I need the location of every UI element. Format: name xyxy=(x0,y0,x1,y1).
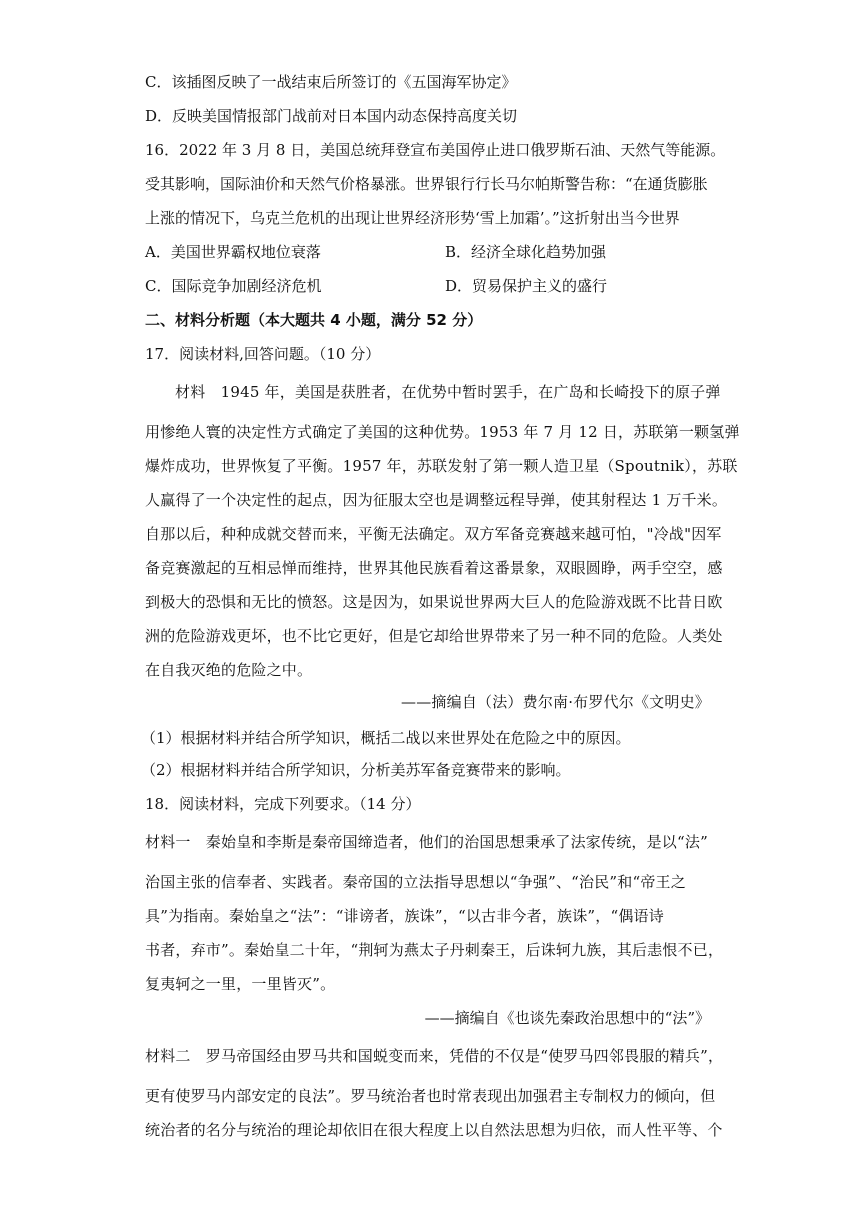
q18-material1-line: 具”为指南。秦始皇之“法”：“诽谤者，族诛”，“以古非今者，族诛”，“偶语诗 xyxy=(145,907,664,925)
q18-material2-line: 统治者的名分与统治的理论却依旧在很大程度上以自然法思想为归依，而人性平等、个 xyxy=(145,1121,723,1139)
q17-source: ——摘编自（法）费尔南·布罗代尔《文明史》 xyxy=(401,693,710,711)
q16-stem-line-2: 受其影响，国际油价和天然气价格暴涨。世界银行行长马尔帕斯警告称：“在通货膨胀 xyxy=(145,175,708,193)
q18-stem: 18．阅读材料，完成下列要求。（14 分） xyxy=(145,795,421,813)
q16-option-c: C．国际竞争加剧经济危机 xyxy=(145,277,322,295)
section-title: 二、材料分析题（本大题共 4 小题，满分 52 分） xyxy=(145,311,483,329)
q17-material-line: 洲的危险游戏更坏，也不比它更好，但是它却给世界带来了另一种不同的危险。人类处 xyxy=(145,627,723,645)
q18-material2-line: 更有使罗马内部安定的良法”。罗马统治者也时常表现出加强君主专制权力的倾向，但 xyxy=(145,1087,716,1105)
q18-material1-line: 书者，弃市”。秦始皇二十年，“荆轲为燕太子丹刺秦王，后诛轲九族，其后恚恨不已， xyxy=(145,941,724,959)
q15-option-d: D．反映美国情报部门战前对日本国内动态保持高度关切 xyxy=(145,107,518,125)
q17-material-line: 爆炸成功，世界恢复了平衡。1957 年，苏联发射了第一颗人造卫星（Spoutnik），苏联 xyxy=(145,457,738,475)
q16-option-a: A．美国世界霸权地位衰落 xyxy=(145,243,321,261)
q16-stem-line-1: 16．2022 年 3 月 8 日，美国总统拜登宣布美国停止进口俄罗斯石油、天然气等能源。 xyxy=(145,141,726,159)
q17-material-line: 用惨绝人寰的决定性方式确定了美国的这种优势。1953 年 7 月 12 日，苏联第一颗氢弹 xyxy=(145,423,740,441)
q16-option-d: D．贸易保护主义的盛行 xyxy=(445,277,608,295)
q17-material-line: 材料 1945 年，美国是获胜者，在优势中暂时罢手，在广岛和长崎投下的原子弹 xyxy=(175,383,721,401)
q17-subquestion-2: （2）根据材料并结合所学知识，分析美苏军备竞赛带来的影响。 xyxy=(141,761,571,779)
q17-material-line: 自那以后，种种成就交替而来，平衡无法确定。双方军备竞赛越来越可怕，"冷战"因军 xyxy=(145,525,722,543)
q15-option-c: C．该插图反映了一战结束后所签订的《五国海军协定》 xyxy=(145,73,517,91)
q18-material1-line: 材料一 秦始皇和李斯是秦帝国缔造者，他们的治国思想秉承了法家传统，是以“法” xyxy=(145,833,708,851)
q18-material1-line: 复夷轲之一里，一里皆灭”。 xyxy=(145,975,336,993)
q16-stem-line-3: 上涨的情况下，乌克兰危机的出现让世界经济形势‘雪上加霜’。”这折射出当今世界 xyxy=(145,209,680,227)
q17-subquestion-1: （1）根据材料并结合所学知识，概括二战以来世界处在危险之中的原因。 xyxy=(141,729,631,747)
q18-material1-line: 治国主张的信奉者、实践者。秦帝国的立法指导思想以“争强”、“治民”和“帝王之 xyxy=(145,873,686,891)
q17-material-line: 人赢得了一个决定性的起点，因为征服太空也是调整远程导弹，使其射程达 1 万千米。 xyxy=(145,491,728,509)
q18-source1: ——摘编自《也谈先秦政治思想中的“法”》 xyxy=(424,1009,710,1027)
q17-material-line: 在自我灭绝的危险之中。 xyxy=(145,661,313,679)
q17-material-line: 到极大的恐惧和无比的愤怒。这是因为，如果说世界两大巨人的危险游戏既不比昔日欧 xyxy=(145,593,723,611)
q17-material-line: 备竞赛激起的互相忌惮而维持，世界其他民族看着这番景象，双眼圆睁，两手空空，感 xyxy=(145,559,723,577)
q17-stem: 17．阅读材料,回答问题。（10 分） xyxy=(145,345,381,363)
q18-material2-line: 材料二 罗马帝国经由罗马共和国蜕变而来，凭借的不仅是“使罗马四邻畏服的精兵”， xyxy=(145,1047,724,1065)
q16-option-b: B．经济全球化趋势加强 xyxy=(445,243,607,261)
